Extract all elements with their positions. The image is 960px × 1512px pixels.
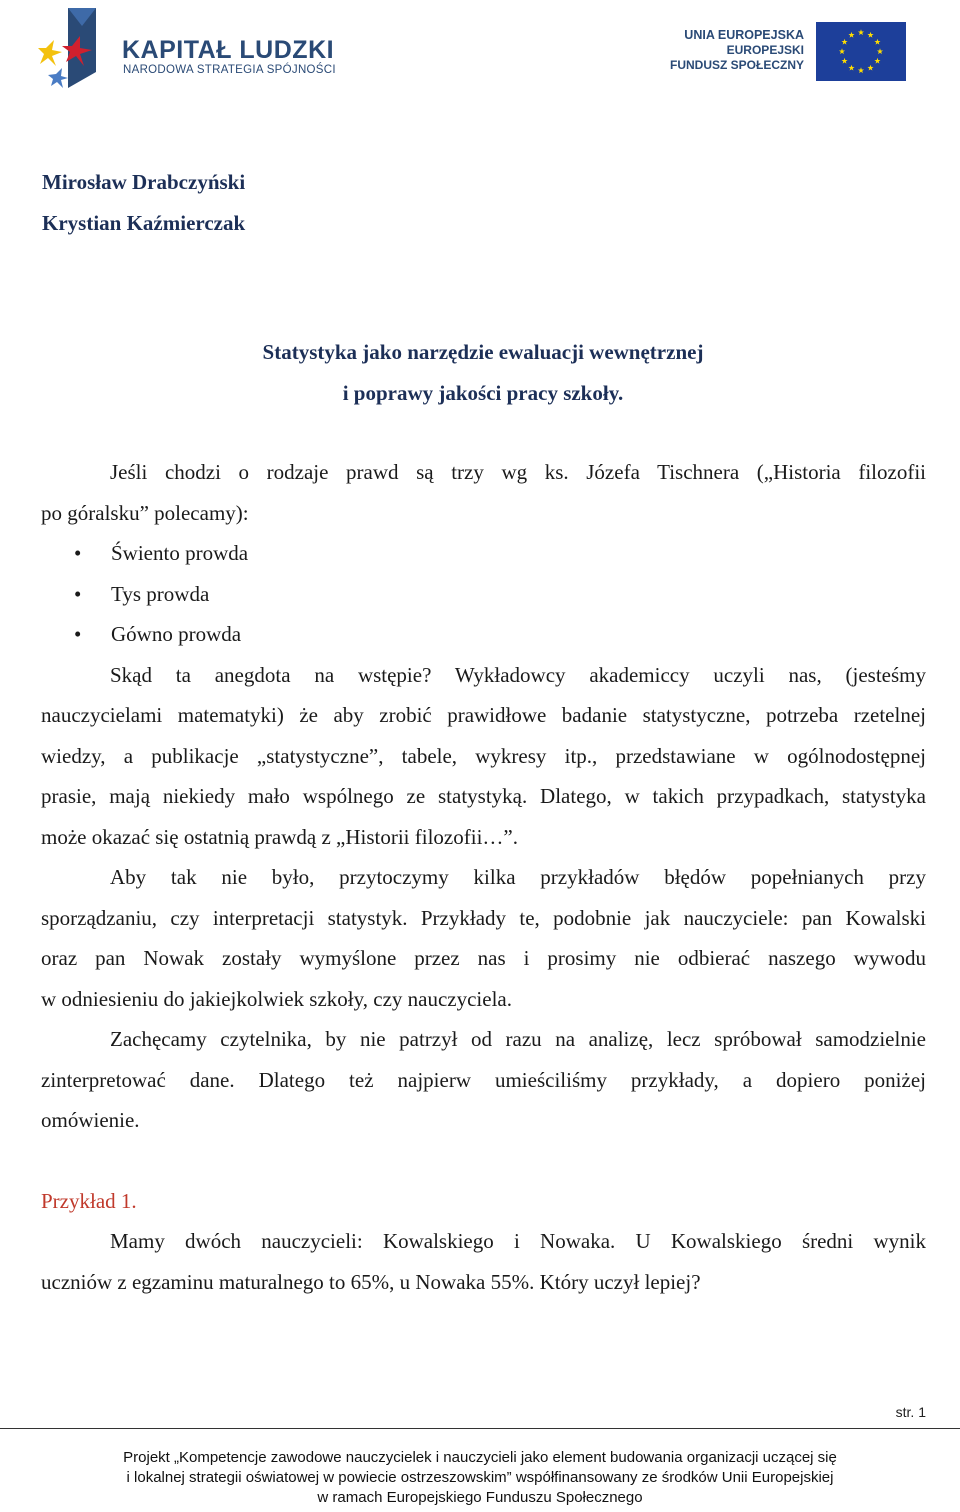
paragraph-line: w odniesieniu do jakiejkolwiek szkoły, czy nauczyciela. <box>41 987 512 1011</box>
paragraph-line: oraz pan Nowak zostały wymyślone przez nas i prosimy nie odbierać naszego wywodu <box>41 946 926 970</box>
list-item: Gówno prowda <box>111 622 242 646</box>
footer-line: w ramach Europejskiego Funduszu Społecznego <box>317 1489 643 1506</box>
eu-line-3: FUNDUSZ SPOŁECZNY <box>669 57 804 72</box>
list-item: Tys prowda <box>111 582 210 606</box>
paragraph-line: nauczycielami matematyki) że aby zrobić prawidłowe badanie statystyczne, potrzeba rzetelnej <box>41 703 926 727</box>
star-yellow-icon <box>38 40 62 66</box>
paragraph-line: może okazać się ostatnią prawdą z „Historii filozofii…”. <box>41 825 518 849</box>
example-heading: Przykład 1. <box>41 1189 137 1213</box>
intro-line: Jeśli chodzi o rodzaje prawd są trzy wg ks. Józefa Tischnera („Historia filozofii <box>110 460 926 484</box>
star-blue-icon <box>48 68 68 88</box>
author-name: Krystian Kaźmierczak <box>42 211 246 235</box>
paragraph-line: omówienie. <box>41 1108 140 1132</box>
footer-line: Projekt „Kompetencje zawodowe nauczycielek i nauczycieli jako element budowania organizacji uczącej się <box>123 1449 837 1466</box>
author-name: Mirosław Drabczyński <box>42 170 246 194</box>
page-number: str. 1 <box>895 1404 926 1420</box>
document-title-line-2: i poprawy jakości pracy szkoły. <box>342 381 624 405</box>
bullet-marker: • <box>74 622 82 646</box>
example-line: Mamy dwóch nauczycieli: Kowalskiego i Nowaka. U Kowalskiego średni wynik <box>110 1229 926 1253</box>
list-item: Świento prowda <box>111 541 249 565</box>
bullet-marker: • <box>74 582 82 606</box>
kapital-ludzki-subtitle: NARODOWA STRATEGIA SPÓJNOŚCI <box>123 64 336 76</box>
paragraph-line: Zachęcamy czytelnika, by nie patrzył od razu na analizę, lecz spróbował samodzielnie <box>110 1027 926 1051</box>
example-line: uczniów z egzaminu maturalnego to 65%, u Nowaka 55%. Który uczył lepiej? <box>41 1270 701 1294</box>
paragraph-line: Aby tak nie było, przytoczymy kilka przykładów błędów popełnianych przy <box>110 865 926 889</box>
eu-flag-icon <box>816 22 906 81</box>
eu-line-2: EUROPEJSKI <box>726 43 804 57</box>
paragraph-line: sporządzaniu, czy interpretacji statystyk. Przykłady te, podobnie jak nauczyciele: pan Kowalski <box>41 906 926 930</box>
document-title-line-1: Statystyka jako narzędzie ewaluacji wewnętrznej <box>262 340 704 364</box>
bullet-marker: • <box>74 541 82 565</box>
eu-logo-text <box>670 28 804 72</box>
paragraph-line: zinterpretować dane. Dlatego też najpierw umieściliśmy przykłady, a dopiero poniżej <box>41 1068 926 1092</box>
kapital-ludzki-title: KAPITAŁ LUDZKI <box>122 36 335 64</box>
paragraph-line: wiedzy, a publikacje „statystyczne”, tabele, wykresy itp., przedstawiane w ogólnodostępnej <box>41 744 926 768</box>
paragraph-line: Skąd ta anegdota na wstępie? Wykładowcy akademiccy uczyli nas, (jesteśmy <box>110 663 926 687</box>
footer-line: i lokalnej strategii oświatowej w powiecie ostrzeszowskim” współfinansowany ze środków Unii Europejskiej <box>126 1469 834 1486</box>
eu-line-1: UNIA EUROPEJSKA <box>684 28 804 42</box>
paragraph-line: prasie, mają niekiedy mało wspólnego ze statystyką. Dlatego, w takich przypadkach, statystyka <box>41 784 926 808</box>
footer-divider <box>0 1428 960 1429</box>
intro-line: po góralsku” polecamy): <box>41 501 249 525</box>
